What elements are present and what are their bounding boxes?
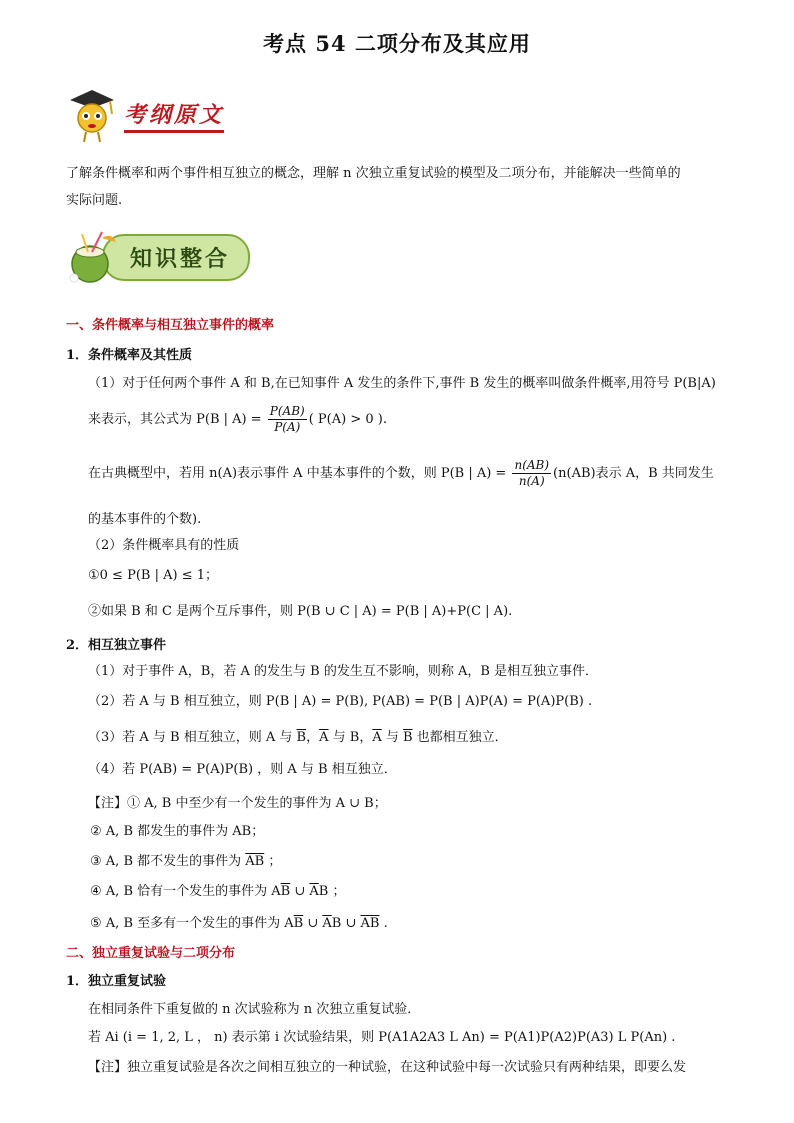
coconut-drink-icon [62,228,120,286]
note-2: ② A, B 都发生的事件为 AB； [90,824,265,839]
section-1-heading: 一、条件概率与相互独立事件的概率 [66,318,275,333]
formula-fraction [268,404,307,435]
formula-line [88,404,387,435]
note-5-mid-2: B ∪ [331,916,361,931]
prop3-text-1: （3）若 A 与 B 相互独立，则 A 与 [88,730,297,745]
intro-line-2: 实际问题. [66,193,123,208]
note-5-mid-1: ∪ [303,916,323,931]
note-5-ov-2: $\overline{A}$ [322,916,332,931]
classical-numerator: n(AB) [514,458,550,472]
intro-line-1: 了解条件概率和两个事件相互独立的概念，理解 n 次独立重复试验的模型及二项分布，并能解决一些简单的 [66,166,681,181]
prop3-abar: $\overline{A}$ [319,730,329,745]
subheading-conditional-probability: 1．条件概率及其性质 [66,348,193,363]
property-2: ②如果 B 和 C 是两个互斥事件，则 P(B ∪ C | A) = P(B | A)+P(C | A). [88,604,513,619]
note-1: 【注】① A, B 中至少有一个发生的事件为 A ∪ B； [88,796,387,811]
paragraph-definition: （1）对于任何两个事件 A 和 B,在已知事件 A 发生的条件下,事件 B 发生的概率叫做条件概率,用符号 P(B|A) [88,376,716,391]
subheading-independent-trials: 1．独立重复试验 [66,974,167,989]
note-4-ov-1: $\overline{B}$ [280,884,291,899]
note-3 [90,850,281,869]
properties-heading: （2）条件概率具有的性质 [88,538,240,553]
page-title: 考点 54 二项分布及其应用 [263,31,531,56]
prop3-text-5: 也都相互独立． [412,730,508,745]
formula-prefix: 来表示，其公式为 P(B | A) = [88,412,266,427]
independence-property-4: （4）若 P(AB) = P(A)P(B) ，则 A 与 B 相互独立． [88,762,397,777]
note-5-end: . [379,916,388,931]
classical-model-line [88,458,714,489]
note-5-text: ⑤ A, B 至多有一个发生的事件为 A [90,916,294,931]
note-3-text: ③ A, B 都不发生的事件为 [90,854,246,869]
prop3-text-3: 与 B， [328,730,373,745]
note-4 [90,880,345,899]
note-4-mid: ∪ [290,884,310,899]
note-5-ov-3: $\overline{AB}$ [360,916,380,931]
note-4-text: ④ A, B 恰有一个发生的事件为 A [90,884,281,899]
formula-suffix: ( P(A) > 0 ). [308,412,387,427]
intro-paragraph [66,160,736,214]
syllabus-banner-label: 考纲原文 [124,98,224,133]
classical-suffix: (n(AB)表示 A，B 共同发生 [553,466,714,481]
note-5 [90,912,388,931]
syllabus-banner [62,86,224,144]
note-3-end: ； [264,854,282,869]
graduate-owl-icon [62,86,120,144]
note-4-ov-2: $\overline{A}$ [309,884,319,899]
fraction-numerator: P(AB) [269,404,305,418]
note-4-end: B ； [318,884,346,899]
classical-fraction [512,458,551,489]
knowledge-banner-label: 知识整合 [102,234,250,281]
prop3-abar-2: $\overline{A}$ [372,730,382,745]
fraction-denominator: P(A) [274,420,301,434]
prop3-text-4: 与 [381,730,403,745]
section-2-heading: 二、独立重复试验与二项分布 [66,946,236,961]
note-5-ov-1: $\overline{B}$ [293,916,304,931]
property-1: ①0 ≤ P(B | A) ≤ 1； [88,568,218,583]
classical-model-line-2: 的基本事件的个数). [88,512,202,527]
independence-property-3 [88,726,508,745]
prop3-bbar-2: $\overline{B}$ [402,730,413,745]
independence-property-2: （2）若 A 与 B 相互独立，则 P(B | A) = P(B), P(AB) = P(B | A)P(A) = P(A)P(B) . [88,694,593,709]
prop3-text-2: ， [306,730,320,745]
subheading-independent-events: 2．相互独立事件 [66,638,167,653]
note-3-overline: $\overline{AB}$ [245,854,265,869]
classical-prefix: 在古典概型中，若用 n(A)表示事件 A 中基本事件的个数，则 P(B | A) = [88,466,511,481]
trials-note: 【注】独立重复试验是各次之间相互独立的一种试验，在这种试验中每一次试验只有两种结果，即要么发 [88,1060,687,1075]
trials-formula: 若 Ai (i = 1, 2, L ， n) 表示第 i 次试验结果，则 P(A1A2A3 L An) = P(A1)P(A2)P(A3) L P(An) . [88,1030,676,1045]
classical-denominator: n(A) [518,474,545,488]
trials-def: 在相同条件下重复做的 n 次试验称为 n 次独立重复试验． [88,1002,421,1017]
independence-def: （1）对于事件 A，B，若 A 的发生与 B 的发生互不影响，则称 A，B 是相互独立事件． [88,664,599,679]
prop3-bbar: $\overline{B}$ [296,730,307,745]
knowledge-banner [62,228,250,286]
